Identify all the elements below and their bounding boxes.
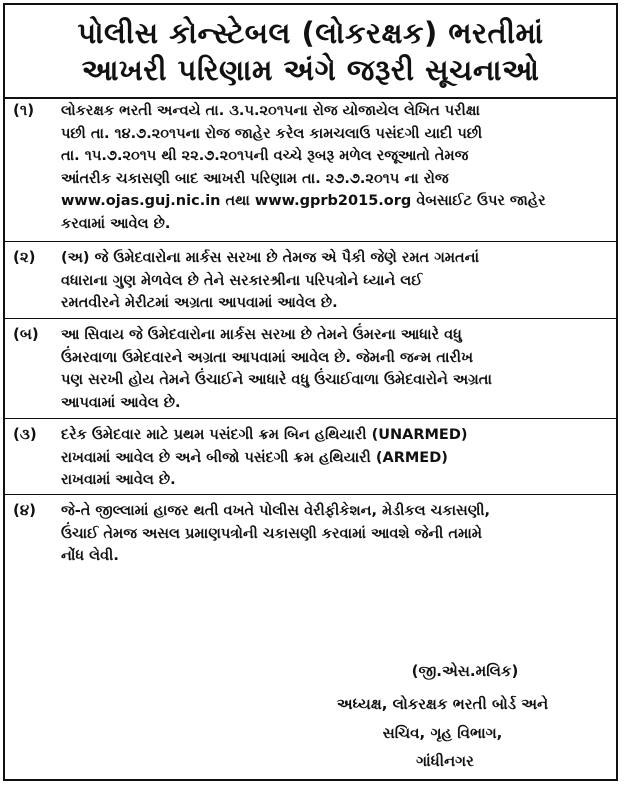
item-3-line: દરેક ઉમેદવાર માટે પ્રથમ પસંદગી ક્રમ બિન હથિયારી (UNARMED) (61, 427, 468, 443)
item-1-line: પછી તા. ૧૪.૭.૨૦૧૫ના રોજ જાહેર કરેલ કામચલાઉ પસંદગી યાદી પછી (61, 125, 483, 142)
section-divider (5, 494, 616, 495)
item-1-line: www.ojas.guj.nic.in તથા www.gprb2015.org વેબસાઈટ ઉપર જાહેર (61, 193, 546, 209)
item-2-line: (અ) જે ઉમેદવારોના માર્કસ સરખા છે તેમજ એ પૈકી જેણે રમત ગમતનાં (61, 250, 480, 266)
section-divider (5, 318, 616, 319)
item-3-line: રાખવામાં આવેલ છે અને બીજો પસંદગી ક્રમ હથિયારી (ARMED) (61, 449, 448, 466)
signatory-place: ગાંધીનગર (416, 752, 474, 770)
title-line-1: પોલીસ કોન્સ્ટેબલ (લોકરક્ષક) ભરતીમાં (77, 16, 544, 50)
item-4-line: ઉંચાઈ તેમજ અસલ પ્રમાણપત્રોની ચકાસણી કરવામાં આવશે જેની તમામે (61, 525, 483, 542)
item-2b-line: ઉંમરવાળા ઉમેદવારને અગ્રતા આપવામાં આવેલ છે. જેમની જન્મ તારીખ (61, 349, 474, 366)
section-divider (5, 241, 616, 242)
item-2-text (61, 247, 479, 315)
title-divider (5, 97, 616, 99)
item-2-number: (૨) (13, 248, 36, 266)
item-2-line: રમતવીરને મેરીટમાં અગ્રતા આપવામાં આવેલ છે. (61, 295, 338, 311)
signatory-designation-1: અધ્યક્ષ, લોકરક્ષક ભરતી બોર્ડ અને (336, 695, 549, 713)
item-2b-line: આ સિવાય જે ઉમેદવારોના માર્કસ સરખા છે તેમને ઉંમરના આધારે વધુ (61, 327, 462, 343)
item-4-text (61, 500, 490, 568)
item-2b-line: પણ સરખી હોય તેમને ઉંચાઈને આધારે વધુ ઉંચાઈવાળા ઉમેદવારોને અગ્રતા (61, 372, 492, 388)
item-1-line: આંતરીક ચકાસણી બાદ આખરી પરિણામ તા. ૨૭.૭.૨૦૧૫ ના રોજ (61, 170, 449, 187)
item-2-line: વધારાના ગુણ મેળવેલ છે તેને સરકારશ્રીના પરિપત્રોને ધ્યાને લઈ (61, 272, 423, 289)
item-2b-line: આપવામાં આવેલ છે. (61, 394, 181, 411)
item-1-line: કરવામાં આવેલ છે. (61, 215, 171, 232)
item-2b-text (61, 324, 492, 414)
notice-frame (3, 3, 618, 781)
item-1-line: તા. ૧૫.૭.૨૦૧૫ થી ૨૨.૭.૨૦૧૫ની વચ્ચે રૂબરૂ મળેલ રજૂઆતો તેમજ (61, 148, 469, 164)
notice-title (15, 15, 606, 93)
item-1-number: (૧) (13, 101, 35, 119)
item-4-line: નોંધ લેવી. (61, 548, 119, 564)
title-line-2: આખરી પરિણામ અંગે જરૂરી સૂચનાઓ (81, 53, 540, 87)
signatory-name: (જી.એસ.મલિક) (411, 662, 519, 680)
section-divider (5, 418, 616, 419)
item-4-line: જે-તે જીલ્લામાં હાજર થતી વખતે પોલીસ વેરીફીકેશન, મેડીકલ ચકાસણી, (61, 503, 491, 519)
item-1-text (61, 100, 546, 235)
item-1-line: લોકરક્ષક ભરતી અન્વયે તા. ૩.૫.૨૦૧૫ના રોજ યોજાયેલ લેખિત પરીક્ષા (61, 103, 480, 119)
item-2b-number: (બ) (13, 325, 39, 343)
signatory-designation-2: સચિવ, ગૃહ વિભાગ, (382, 724, 503, 742)
item-4-number: (૪) (13, 501, 37, 519)
item-3-text (61, 424, 468, 492)
item-3-number: (૩) (13, 425, 37, 443)
item-3-line: રાખવામાં આવેલ છે. (61, 472, 176, 488)
